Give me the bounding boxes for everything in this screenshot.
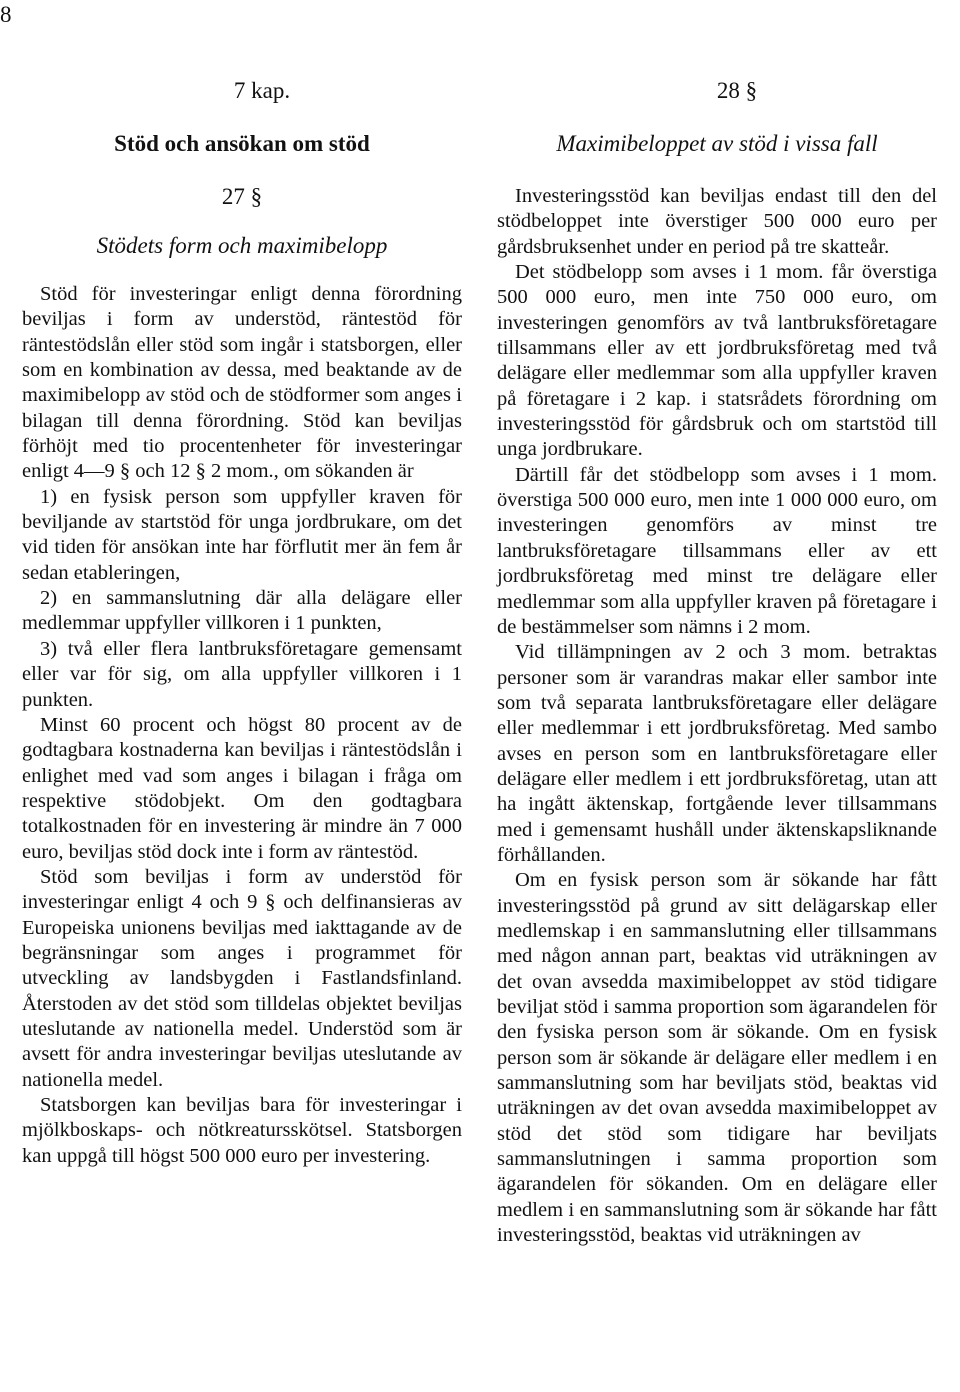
paragraph: Det stödbelopp som avses i 1 mom. får överstiga 500 000 euro, men inte 750 000 euro, om investeringen genomförs av två lantbruksföretagare tillsammans eller av ett jordbruksföretag med två delägare eller medlemmar som alla uppfyller kraven på företagare i 2 kap. i statsrådets förordning om investeringsstöd för gårdsbruk och om startstöd till unga jordbrukare. bbox=[497, 261, 937, 461]
paragraph: Om en fysisk person som är sökande har fått investeringsstöd på grund av sitt delägarskap eller medlemskap i en sammanslutning eller tillsammans med någon annan part, beaktas vid uträkningen av det ovan avsedda maximibeloppet av stöd tidigare beviljat stöd i samma proportion som ägarandelen för den fysiska person som är sökande. Om en fysisk person som är sökande är delägare eller medlem i en sammanslutning som har beviljats stöd, beaktas vid uträkningen av det ovan avsedda maximibeloppet av stöd det stöd som tidigare har beviljats sammanslutningen i samma proportion som ägarandelen för sökanden. Om en delägare eller medlem i en sammanslutning som är sökande har fått investeringsstöd, beaktas vid uträkningen av bbox=[497, 869, 937, 1247]
paragraph: Stöd för investeringar enligt denna förordning beviljas i form av understöd, räntestöd för räntestödslån eller stöd som ingår i statsborgen, eller som en kombination av dessa, med beaktande av de maximibelopp av stöd och de stödformer som anges i bilagan till denna förordning. Stöd kan beviljas förhöjt med tio procentenheter för investeringar enligt 4—9 § och 12 § 2 mom., om sökanden är bbox=[22, 283, 462, 483]
list-item: 3) två eller flera lantbruksföretagare gemensamt eller var för sig, om alla uppfyller villkoren i 1 punkten. bbox=[22, 637, 462, 711]
list-item: 2) en sammanslutning där alla delägare eller medlemmar uppfyller villkoren i 1 punkten, bbox=[22, 587, 462, 635]
paragraph: Vid tillämpningen av 2 och 3 mom. betraktas personer som är varandras makar eller sambor inte som två separata lantbruksföretagare eller delägare eller medlemmar i ett jordbruksföretag. Med sambo avses en person som en lantbruksföretagare eller delägare eller medlem i ett jordbruksföretag, utan att ha ingått äktenskap, fortgående lever tillsammans med i gemensamt hushåll under äktenskapsliknande förhållanden. bbox=[497, 641, 937, 866]
paragraph: Minst 60 procent och högst 80 procent av de godtagbara kostnaderna kan beviljas i räntestödslån i enlighet med vad som anges i bilagan i fråga om respektive stödobjekt. Om den godtagbara totalkostnaden för en investering är mindre än 7 000 euro, beviljas stöd dock inte i form av räntestöd. bbox=[22, 713, 462, 863]
section-number-27: 27 § bbox=[221, 184, 263, 209]
chapter-heading: Stöd och ansökan om stöd bbox=[114, 131, 370, 156]
page-number: 8 bbox=[0, 2, 12, 27]
section-number-28: 28 § bbox=[716, 78, 758, 103]
left-column bbox=[22, 78, 462, 1169]
section-title-27: Stödets form och maximibelopp bbox=[96, 233, 388, 258]
paragraph: Statsborgen kan beviljas bara för investeringar i mjölkboskaps- och nötkreatursskötsel. Statsborgen kan uppgå till högst 500 000 euro per investering. bbox=[22, 1094, 462, 1167]
section-title-28: Maximibeloppet av stöd i vissa fall bbox=[556, 131, 878, 156]
paragraph: Investeringsstöd kan beviljas endast till den del stödbeloppet inte överstiger 500 000 euro per gårdsbruksenhet under en period på tre skatteår. bbox=[497, 185, 937, 258]
chapter-label: 7 kap. bbox=[233, 78, 291, 103]
list-item: 1) en fysisk person som uppfyller kraven för beviljande av startstöd för unga jordbrukare, om det vid tiden för ansökan inte har förflutit mer än fem år sedan etableringen, bbox=[22, 485, 462, 584]
paragraph: Därtill får det stödbelopp som avses i 1 mom. överstiga 500 000 euro, men inte 1 000 000 euro, om investeringen genomförs av minst tre lantbruksföretagare tillsammans eller av ett jordbruksföretag med minst tre delägare eller medlemmar som alla uppfyller kraven på företagare i de bestämmelser som nämns i 2 mom. bbox=[497, 463, 937, 638]
paragraph: Stöd som beviljas i form av understöd för investeringar enligt 4 och 9 § och delfinansieras av Europeiska unionens beviljas med iakttagande av de begränsningar som anges i programmet för utveckling av landsbygden i Fastlandsfinland. Återstoden av det stöd som tilldelas objektet beviljas uteslutande av nationella medel. Understöd som är avsett för andra investeringar beviljas uteslutande av nationella medel. bbox=[22, 865, 462, 1091]
right-column bbox=[497, 78, 937, 1248]
